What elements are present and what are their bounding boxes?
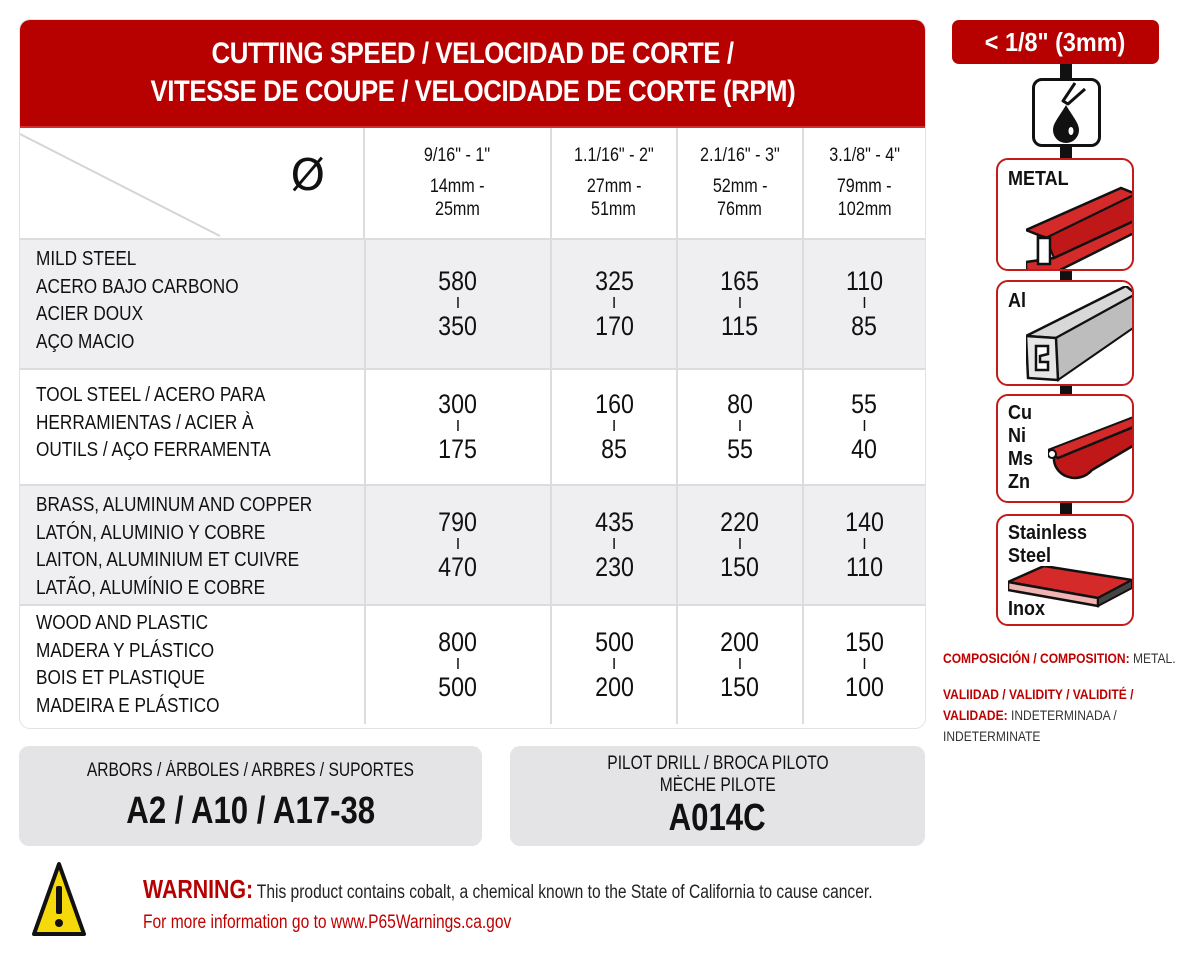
material-card-stainless-steel (996, 514, 1134, 626)
range-separator: I (611, 418, 617, 435)
composition-key: COMPOSICIÓN / COMPOSITION: (943, 650, 1130, 666)
material-label-line: TOOL STEEL / ACERO PARA (36, 384, 266, 406)
material-label-line: BOIS ET PLASTIQUE (36, 667, 205, 689)
rpm-cell (676, 370, 802, 484)
rpm-min: 110 (845, 552, 883, 582)
rpm-cell (364, 240, 550, 368)
rpm-min: 40 (851, 434, 878, 464)
diagonal-divider (20, 128, 388, 238)
thickness-badge (952, 20, 1159, 64)
table-row-brass-aluminum-copper (20, 484, 925, 604)
rpm-min: 170 (594, 311, 634, 341)
rpm-cell (550, 606, 676, 724)
material-label-line: AÇO MACIO (36, 330, 135, 353)
rpm-max: 55 (851, 389, 878, 419)
rpm-min: 100 (845, 672, 884, 702)
rpm-min: 150 (720, 672, 760, 702)
i-beam-icon (1026, 180, 1134, 271)
column-header (363, 128, 550, 238)
rpm-cell (550, 486, 676, 604)
column-mm-max: 25mm (435, 199, 480, 220)
material-label-line: LATÃO, ALUMÍNIO E COBRE (36, 576, 266, 599)
rpm-max: 150 (845, 627, 884, 657)
rpm-max: 140 (845, 507, 884, 537)
rpm-cell (676, 606, 802, 724)
table-row-mild-steel (20, 238, 925, 368)
validity-note (943, 684, 1133, 747)
range-separator: I (737, 295, 743, 312)
rpm-max: 435 (594, 507, 634, 537)
warning-triangle-icon (32, 860, 86, 938)
column-inch-range: 9/16" - 1" (424, 145, 491, 166)
rpm-cell (802, 370, 925, 484)
material-label (20, 486, 364, 604)
rpm-max: 325 (594, 266, 634, 296)
column-mm-min: 52mm - (712, 176, 768, 197)
rpm-min: 85 (851, 311, 878, 341)
column-mm-max: 51mm (591, 199, 637, 220)
material-card-label (1008, 522, 1087, 568)
material-card-label: METAL (1008, 168, 1069, 190)
pilot-drill-label: PILOT DRILL / BROCA PILOTO (606, 753, 829, 774)
column-mm-min: 79mm - (837, 176, 892, 197)
rpm-max: 200 (720, 627, 760, 657)
element-symbol: Ms (1008, 448, 1034, 470)
rpm-max: 160 (594, 389, 634, 419)
material-label-line: HERRAMIENTAS / ACIER À (36, 411, 254, 434)
material-label (20, 370, 364, 484)
rpm-max: 580 (438, 266, 478, 296)
material-card-label-line: Stainless (1008, 522, 1088, 544)
pipe-gutter-icon (1048, 414, 1134, 486)
rpm-cell (550, 240, 676, 368)
rpm-cell (676, 240, 802, 368)
thickness-label: < 1/8" (3mm) (985, 26, 1126, 57)
element-symbol: Cu (1008, 402, 1033, 424)
material-label-line: MADERA Y PLÁSTICO (36, 639, 215, 662)
cutting-speed-table (20, 20, 925, 728)
arbors-box (19, 746, 482, 846)
rpm-max: 110 (845, 266, 883, 296)
element-symbol: Ni (1008, 425, 1026, 447)
range-separator: I (455, 656, 461, 673)
rpm-max: 220 (720, 507, 760, 537)
rpm-min: 55 (727, 434, 753, 464)
header-corner (20, 128, 363, 238)
range-separator: I (737, 656, 743, 673)
rpm-min: 470 (438, 552, 478, 582)
material-label-line: ACERO BAJO CARBONO (36, 275, 239, 298)
material-label-line: MILD STEEL (36, 248, 137, 270)
rpm-min: 350 (438, 311, 478, 341)
rpm-cell (676, 486, 802, 604)
material-card-label-line: Steel (1008, 545, 1052, 567)
table-row-tool-steel (20, 368, 925, 484)
rpm-max: 500 (594, 627, 634, 657)
rpm-cell (802, 240, 925, 368)
column-mm-min: 27mm - (586, 176, 642, 197)
material-card-label (1008, 402, 1033, 494)
range-separator: I (862, 656, 867, 673)
material-label-line: LAITON, ALUMINIUM ET CUIVRE (36, 549, 300, 571)
diameter-icon: Ø (290, 150, 326, 201)
material-card-label: Al (1008, 290, 1026, 312)
table-row-wood-plastic (20, 604, 925, 724)
range-separator: I (862, 295, 867, 312)
range-separator: I (455, 536, 461, 553)
rpm-cell (364, 370, 550, 484)
rpm-cell (802, 486, 925, 604)
warning-statement (143, 874, 873, 905)
arbors-label: ARBORS / ÁRBOLES / ARBRES / SUPORTES (86, 760, 415, 781)
material-card-aluminum (996, 280, 1134, 386)
material-label-line: LATÓN, ALUMINIO Y COBRE (36, 521, 266, 544)
table-header-row (20, 128, 925, 238)
column-mm-max: 76mm (717, 199, 763, 220)
rpm-min: 115 (721, 311, 759, 341)
material-card-copper-nickel-brass-zinc (996, 394, 1134, 503)
range-separator: I (611, 536, 617, 553)
validity-value: INDETERMINADA / (1011, 707, 1117, 723)
rpm-max: 165 (720, 266, 760, 296)
arbors-code: A2 / A10 / A17-38 (126, 790, 375, 832)
validity-value-en: INDETERMINATE (943, 728, 1041, 744)
title-line-1: CUTTING SPEED / VELOCIDAD DE CORTE / (211, 37, 734, 70)
rpm-min: 85 (601, 434, 628, 464)
rpm-cell (364, 606, 550, 724)
coolant-icon (1032, 78, 1101, 147)
range-separator: I (455, 418, 461, 435)
column-header (550, 128, 676, 238)
column-inch-range: 1.1/16" - 2" (573, 145, 654, 166)
range-separator: I (455, 295, 461, 312)
validity-key: VALIIDAD / VALIDITY / VALIDITÉ / (943, 686, 1134, 702)
title-line-2: VITESSE DE COUPE / VELOCIDADE DE CORTE (RPM) (150, 75, 795, 108)
table-title (20, 20, 925, 128)
material-label (20, 240, 364, 368)
rpm-min: 230 (594, 552, 634, 582)
rpm-cell (550, 370, 676, 484)
material-label-line: OUTILS / AÇO FERRAMENTA (36, 439, 271, 461)
pilot-drill-code: A014C (668, 797, 766, 839)
validity-key-pt: VALIDADE: (943, 707, 1008, 723)
rpm-max: 80 (727, 389, 753, 419)
material-label-line: ACIER DOUX (36, 303, 144, 325)
rpm-min: 200 (594, 672, 634, 702)
element-symbol: Zn (1008, 471, 1030, 493)
rpm-max: 790 (438, 507, 478, 537)
range-separator: I (611, 656, 617, 673)
pilot-drill-box (510, 746, 925, 846)
aluminum-profile-icon (1026, 286, 1134, 386)
column-inch-range: 2.1/16" - 3" (699, 145, 780, 166)
material-label-line: WOOD AND PLASTIC (36, 612, 209, 634)
range-separator: I (862, 418, 867, 435)
pilot-drill-label-fr: MÈCHE PILOTE (659, 775, 776, 796)
range-separator: I (737, 418, 743, 435)
material-label (20, 606, 364, 724)
warning-title: WARNING: (143, 874, 254, 904)
column-header (802, 128, 925, 238)
material-label-line: MADEIRA E PLÁSTICO (36, 694, 220, 717)
rpm-cell (802, 606, 925, 724)
material-card-sub-label: Inox (1008, 598, 1046, 620)
material-label-line: BRASS, ALUMINUM AND COPPER (36, 494, 313, 516)
rpm-cell (364, 486, 550, 604)
column-header (676, 128, 802, 238)
rpm-max: 800 (438, 627, 478, 657)
column-mm-max: 102mm (837, 199, 892, 220)
warning-more-info-link[interactable]: For more information go to www.P65Warnings.ca.gov (143, 912, 512, 933)
column-inch-range: 3.1/8" - 4" (829, 145, 900, 166)
rpm-min: 150 (720, 552, 760, 582)
composition-note (943, 648, 1176, 669)
rpm-max: 300 (438, 389, 478, 419)
warning-text: This product contains cobalt, a chemical known to the State of California to cause cancer. (256, 882, 873, 903)
composition-value: METAL. (1132, 650, 1176, 666)
range-separator: I (737, 536, 743, 553)
range-separator: I (862, 536, 867, 553)
column-mm-min: 14mm - (430, 176, 485, 197)
material-card-metal (996, 158, 1134, 271)
rpm-min: 175 (438, 434, 478, 464)
range-separator: I (611, 295, 617, 312)
rpm-min: 500 (438, 672, 478, 702)
